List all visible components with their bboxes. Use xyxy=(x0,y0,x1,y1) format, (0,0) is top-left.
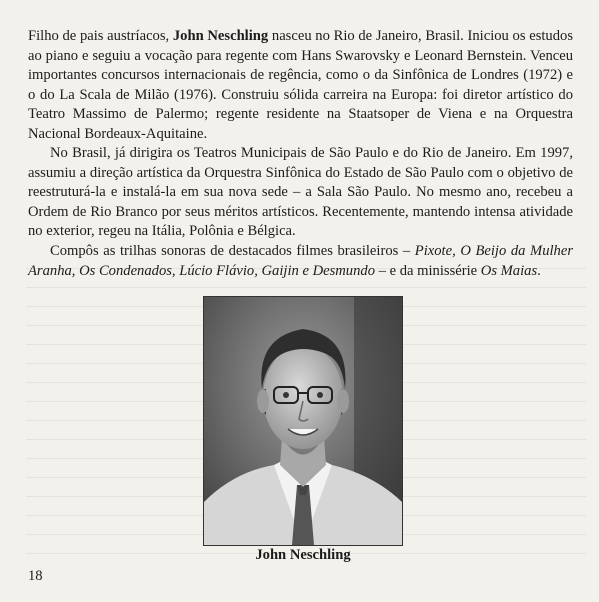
film-titles: Pixote, O Beijo da Mulher Aranha, Os Condenados, Lúcio Flávio, Gaijin e Desmundo xyxy=(28,243,573,279)
portrait-photo xyxy=(203,296,403,546)
paragraph-1: Filho de pais austríacos, John Neschling nasceu no Rio de Janeiro, Brasil. Iniciou os estudos ao piano e seguiu a vocação para regente com Hans Swarovsky e Leonard Bernstein. Venceu importantes concursos internacionais de regência, como o da Sinfônica de Londres (1972) e o do La Scala de Milão (1976). Construiu sólida carreira na Europa: foi diretor artístico do Teatro Massimo de Palermo; regente residente na Staatsoper de Viena e na Orquestra Nacional Bordeaux-Aquitaine. xyxy=(28,28,573,142)
page-number: 18 xyxy=(28,568,43,584)
series-title: Os Maias xyxy=(480,262,538,279)
person-name: John Neschling xyxy=(172,28,269,44)
photo-caption: John Neschling xyxy=(255,547,351,563)
portrait-illustration xyxy=(204,297,402,545)
biography-text xyxy=(28,27,573,281)
paragraph-2: No Brasil, já dirigira os Teatros Municipais de São Paulo e do Rio de Janeiro. Em 1997, assumiu a direção artística da Orquestra Sinfônica do Estado de São Paulo com o objetivo de reestruturá-la e instalá-la em sua nova sede – a Sala São Paulo. No mesmo ano, recebeu a Ordem de Rio Branco por seus méritos artísticos. Recentemente, mantendo intensa atividade no exterior, regeu na Itália, Polônia e Bélgica. xyxy=(28,145,573,240)
paragraph-3: Compôs as trilhas sonoras de destacados filmes brasileiros – Pixote, O Beijo da Mulher Aranha, Os Condenados, Lúcio Flávio, Gaijin e Desmundo – e da minissérie Os Maias. xyxy=(28,243,573,279)
